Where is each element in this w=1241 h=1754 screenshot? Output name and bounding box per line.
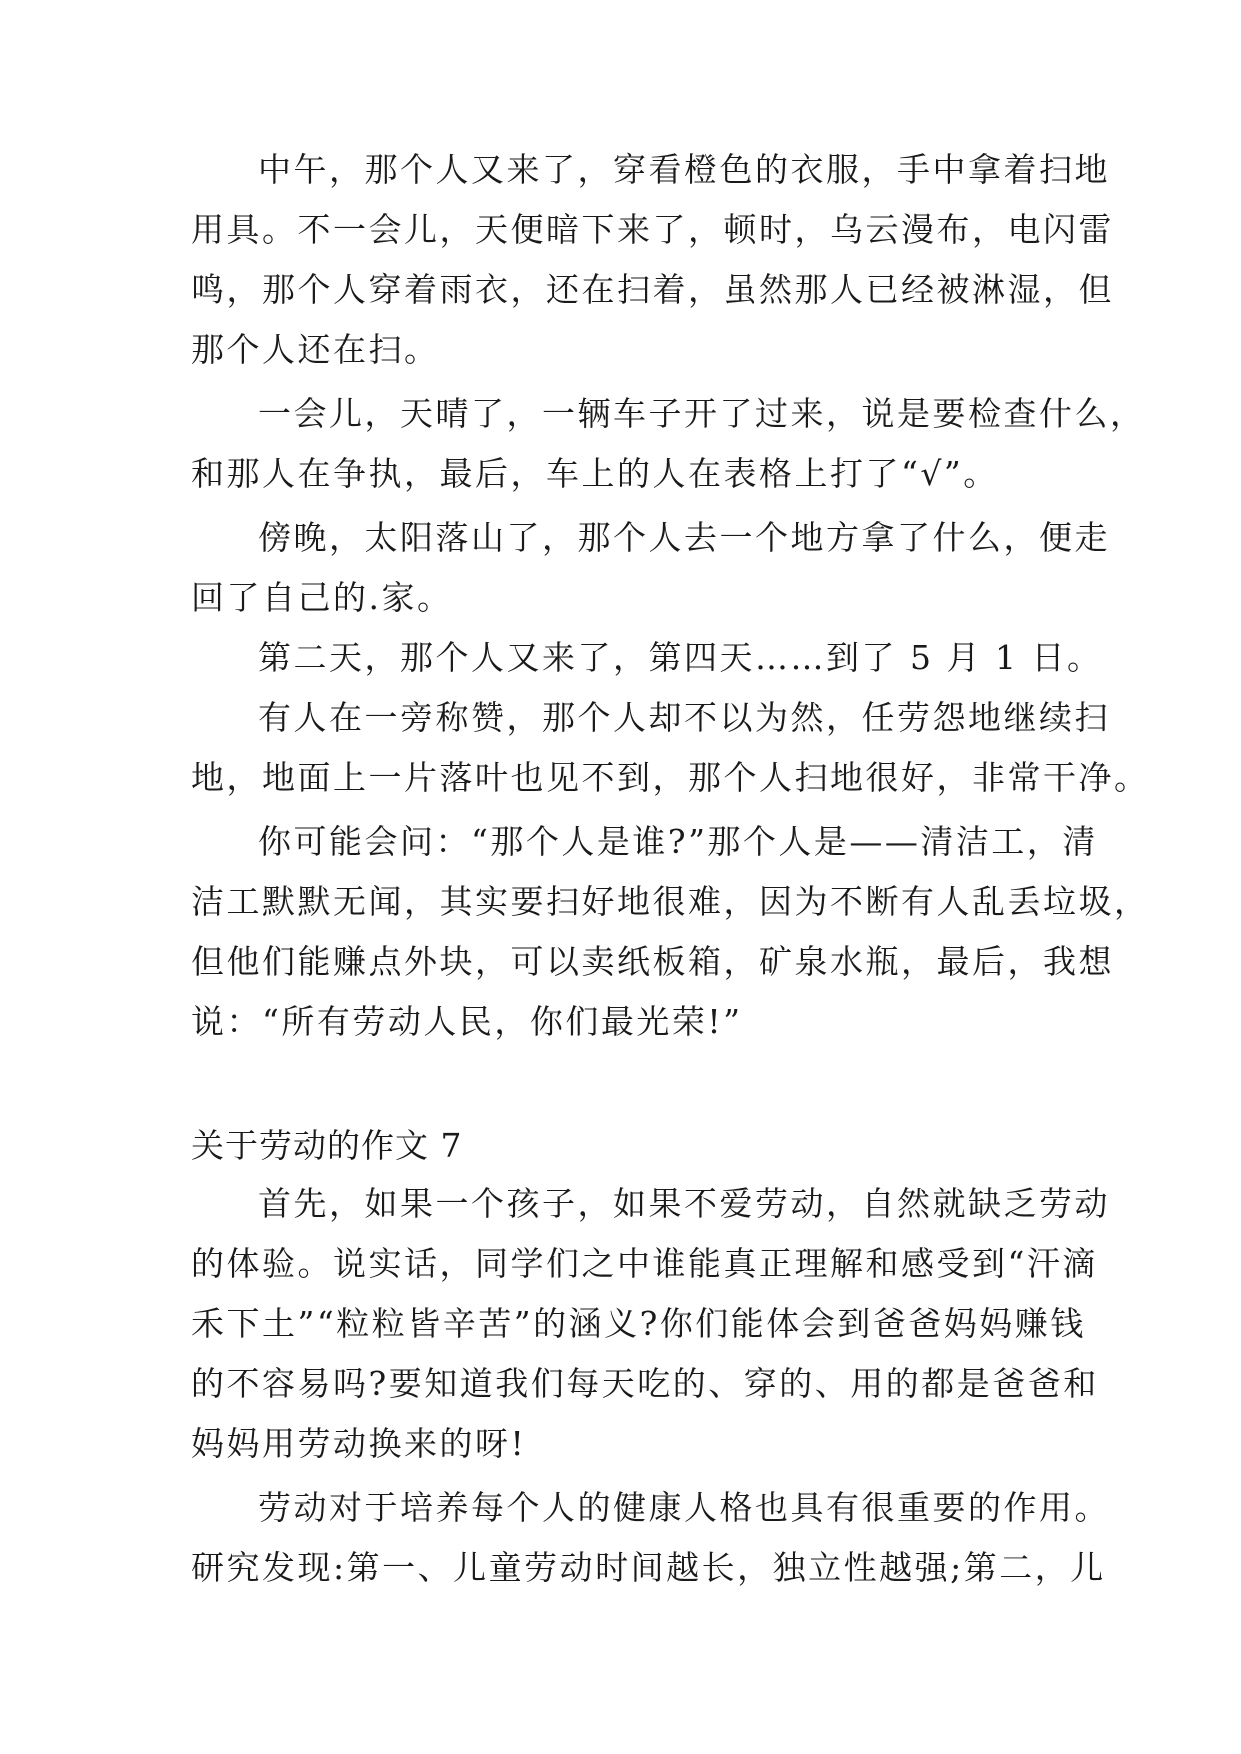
paragraph-3-line-2: 回了自己的.家。 <box>191 578 453 617</box>
paragraph-1-line-2: 用具。不一会儿，天便暗下来了，顿时，乌云漫布，电闪雷 <box>191 210 1114 249</box>
paragraph-6-line-1: 你可能会问：“那个人是谁?”那个人是——清洁工，清 <box>258 822 1098 861</box>
paragraph-5-line-1: 有人在一旁称赞，那个人却不以为然，任劳怨地继续扫 <box>258 698 1110 737</box>
paragraph-3-line-1: 傍晚，太阳落山了，那个人去一个地方拿了什么，便走 <box>258 518 1110 557</box>
essay7-paragraph-2-line-1: 劳动对于培养每个人的健康人格也具有很重要的作用。 <box>258 1488 1110 1527</box>
essay7-paragraph-1-line-4: 的不容易吗?要知道我们每天吃的、穿的、用的都是爸爸和 <box>191 1364 1099 1403</box>
paragraph-4-line-1: 第二天，那个人又来了，第四天……到了 5 月 1 日。 <box>258 638 1103 677</box>
paragraph-1-line-1: 中午，那个人又来了，穿看橙色的衣服，手中拿着扫地 <box>258 150 1110 189</box>
paragraph-1-line-3: 鸣，那个人穿着雨衣，还在扫着，虽然那人已经被淋湿，但 <box>191 270 1114 309</box>
essay7-paragraph-1-line-2: 的体验。说实话，同学们之中谁能真正理解和感受到“汗滴 <box>191 1244 1098 1283</box>
essay7-paragraph-1-line-1: 首先，如果一个孩子，如果不爱劳动，自然就缺乏劳动 <box>258 1184 1110 1223</box>
paragraph-5-line-2: 地，地面上一片落叶也见不到，那个人扫地很好，非常干净。 <box>191 758 1150 797</box>
essay7-paragraph-1-line-5: 妈妈用劳动换来的呀! <box>191 1424 527 1463</box>
paragraph-6-line-2: 洁工默默无闻，其实要扫好地很难，因为不断有人乱丢垃圾， <box>191 882 1150 921</box>
essay7-paragraph-1-line-3: 禾下土”“粒粒皆辛苦”的涵义?你们能体会到爸爸妈妈赚钱 <box>191 1304 1086 1343</box>
paragraph-6-line-4: 说：“所有劳动人民，你们最光荣!” <box>191 1002 743 1041</box>
paragraph-2-line-1: 一会儿，天晴了，一辆车子开了过来，说是要检查什么， <box>258 394 1146 433</box>
essay7-paragraph-2-line-2: 研究发现:第一、儿童劳动时间越长，独立性越强;第二，儿 <box>191 1548 1106 1587</box>
paragraph-2-line-2: 和那人在争执，最后，车上的人在表格上打了“√”。 <box>191 454 999 493</box>
paragraph-6-line-3: 但他们能赚点外块，可以卖纸板箱，矿泉水瓶，最后，我想 <box>191 942 1114 981</box>
paragraph-1-line-4: 那个人还在扫。 <box>191 330 440 369</box>
essay-heading: 关于劳动的作文 7 <box>191 1126 463 1165</box>
